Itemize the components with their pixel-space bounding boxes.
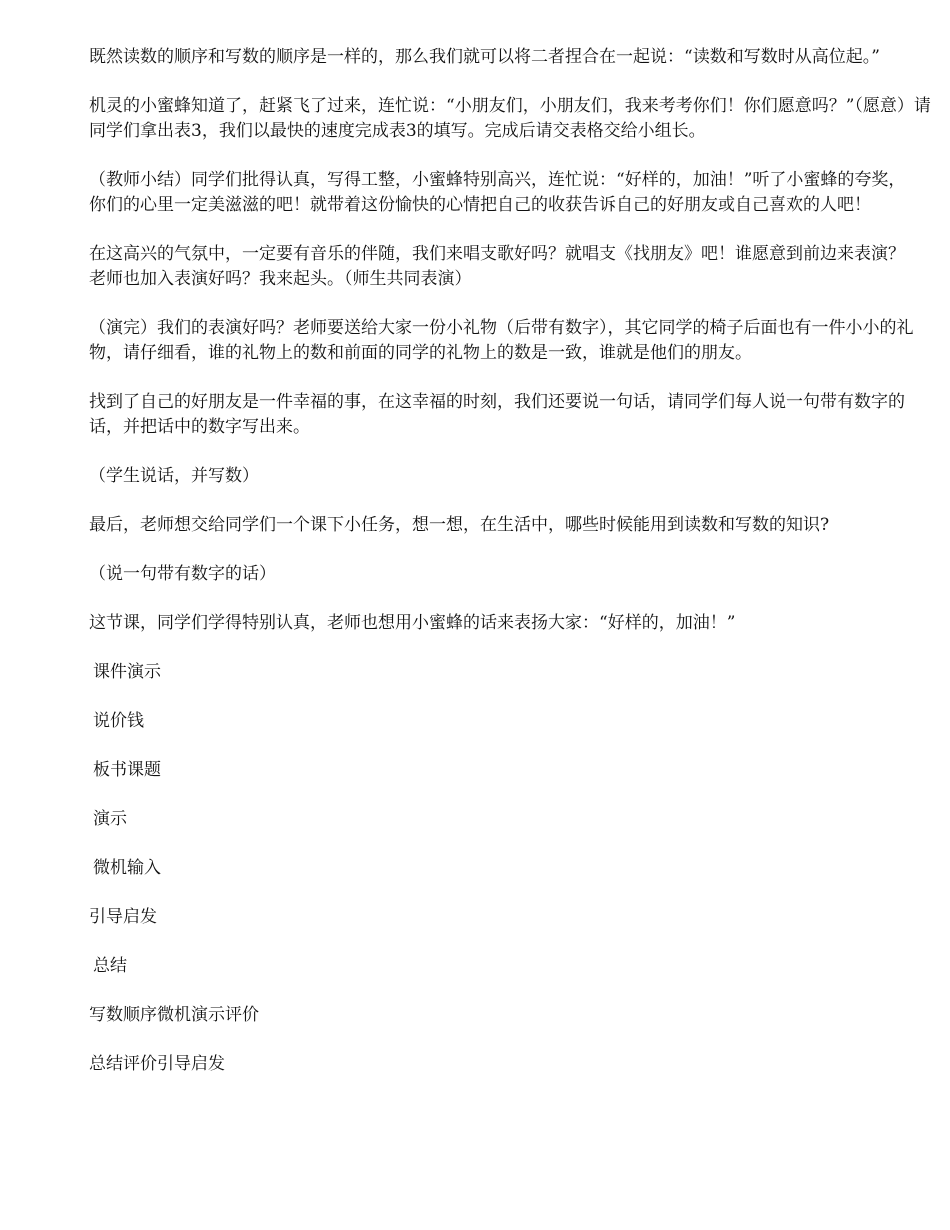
paragraph-song-activity: 在这高兴的气氛中，一定要有音乐的伴随，我们来唱支歌好吗？就唱支《找朋友》吧！谁愿意到前边来表演？老师也加入表演好吗？我来起头。（师生共同表演） [89,244,905,289]
paragraph-closing-praise: 这节课，同学们学得特别认真，老师也想用小蜜蜂的话来表扬大家：“好样的，加油！” [89,613,736,633]
paragraph-teacher-summary: （教师小结）同学们批得认真，写得工整，小蜜蜂特别高兴，连忙说：“好样的，加油！”听了小蜜蜂的夸奖，你们的心里一定美滋滋的吧！就带着这份愉快的心情把自己的收获告诉自己的好朋友或自己喜欢的人吧！ [89,170,906,215]
paragraph-gift-activity: （演完）我们的表演好吗？老师要送给大家一份小礼物（后带有数字），其它同学的椅子后面也有一件小小的礼物，请仔细看，谁的礼物上的数和前面的同学的礼物上的数是一致，谁就是他们的朋友。 [89,318,914,363]
note-summary-eval: 总结评价引导启发 [89,1054,225,1074]
document-body [89,45,931,1101]
paragraph-student-speak: （学生说话，并写数） [89,466,259,486]
paragraph-homework-task: 最后，老师想交给同学们一个课下小任务，想一想，在生活中，哪些时候能用到读数和写数的知识? [89,515,830,535]
note-guide-inspire: 引导启发 [89,907,157,927]
note-writing-order-eval: 写数顺序微机演示评价 [89,1005,259,1025]
note-board-title: 板书课题 [93,760,161,780]
paragraph-say-sentence: 找到了自己的好朋友是一件幸福的事，在这幸福的时刻，我们还要说一句话，请同学们每人说一句带有数字的话，并把话中的数字写出来。 [89,392,905,437]
paragraph-number-sentence: （说一句带有数字的话） [89,564,276,584]
note-computer-input: 微机输入 [93,858,161,878]
note-summary: 总结 [93,956,127,976]
note-say-price: 说价钱 [93,711,144,731]
paragraph-bee-quiz: 机灵的小蜜蜂知道了，赶紧飞了过来，连忙说：“小朋友们，小朋友们，我来考考你们！你们愿意吗？”（愿意）请同学们拿出表3，我们以最快的速度完成表3的填写。完成后请交表格交给小组长。 [89,96,931,141]
paragraph-read-write-order: 既然读数的顺序和写数的顺序是一样的，那么我们就可以将二者捏合在一起说：“读数和写数时从高位起。” [89,47,880,67]
note-demo: 演示 [93,809,127,829]
note-courseware-demo: 课件演示 [93,662,161,682]
